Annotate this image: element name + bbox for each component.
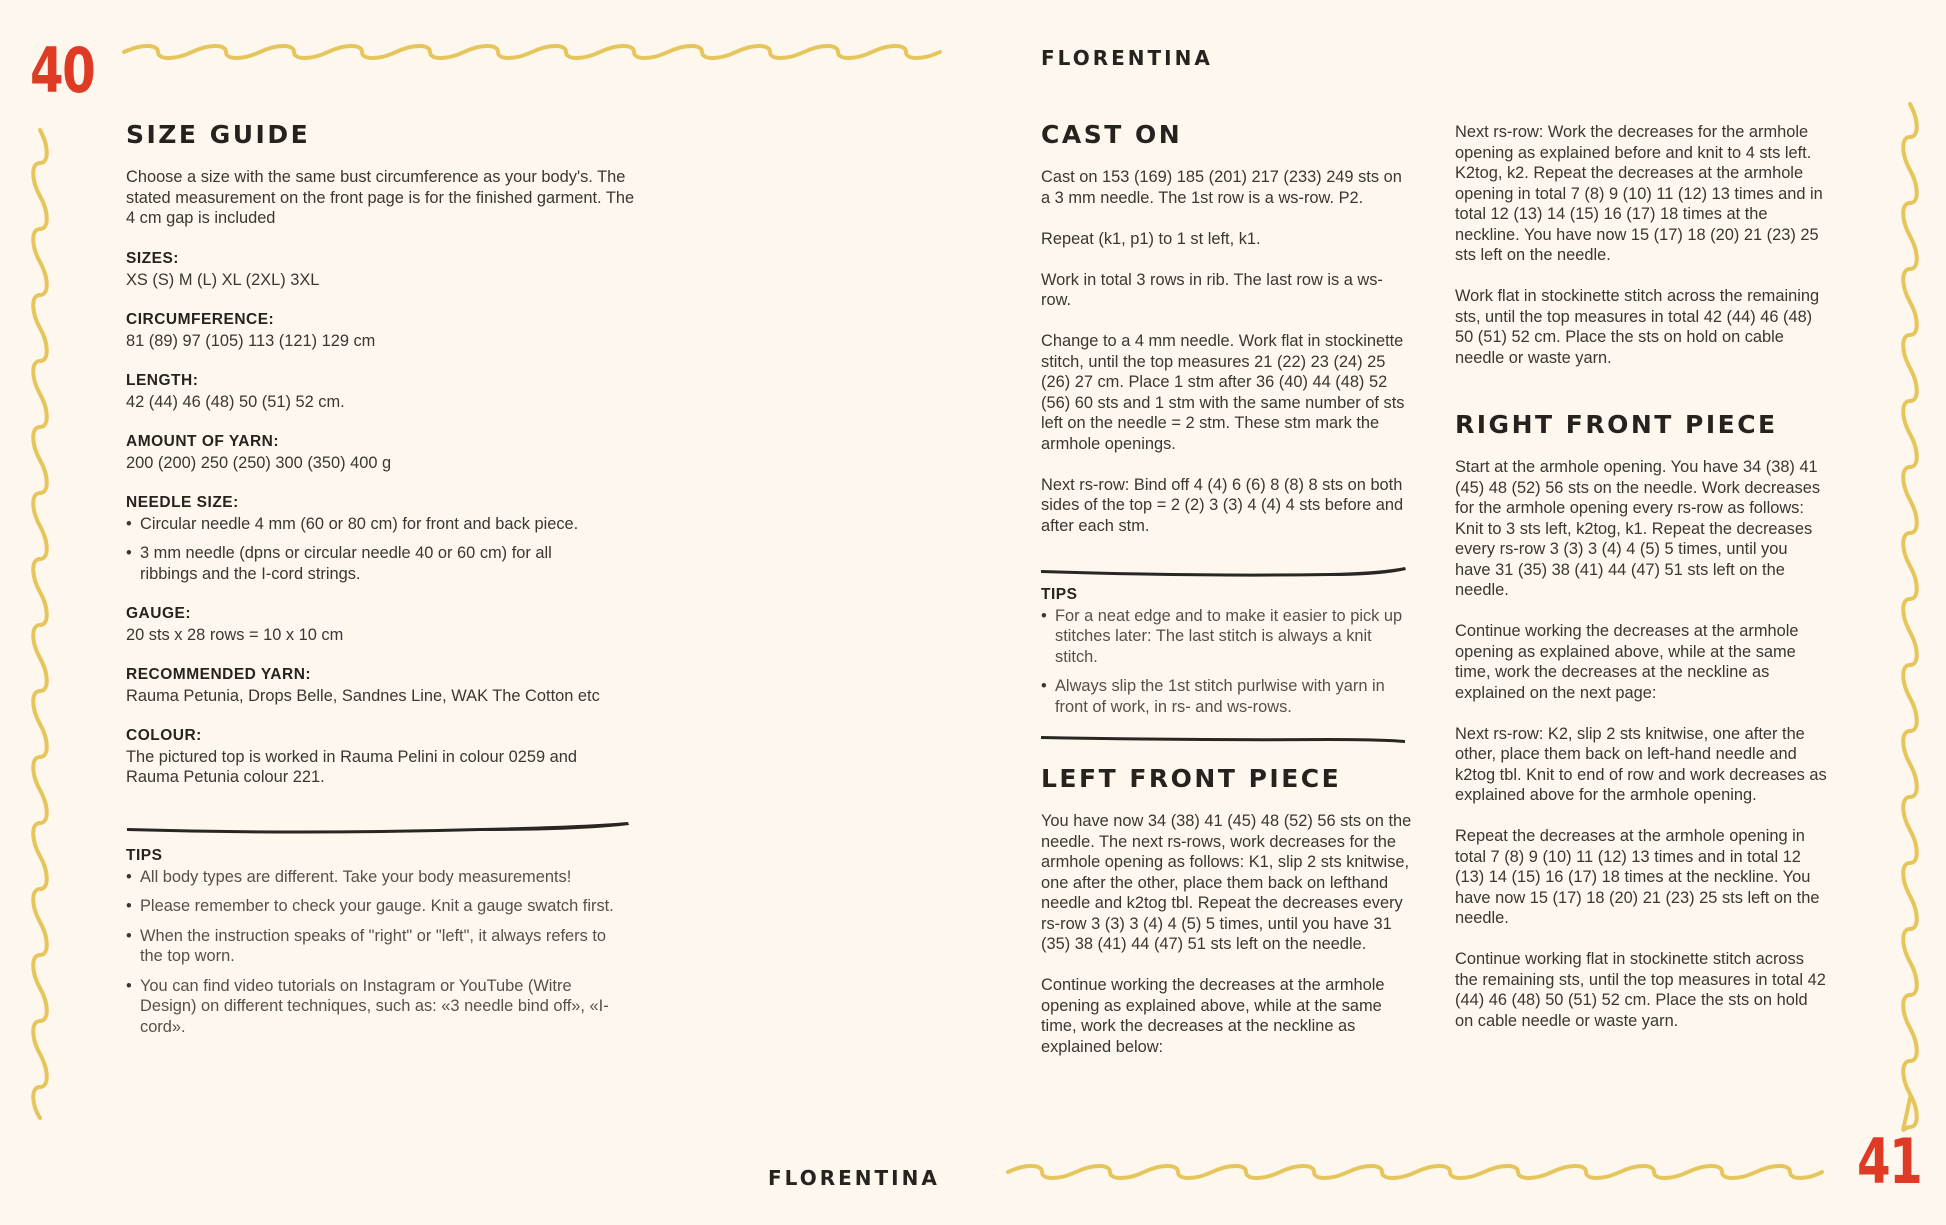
right-front-paragraph: Continue working flat in stockinette stitch across the remaining sts, until the top measures in total 42 (44) 46 (48) 50 (51) 52 cm. Place the sts on hold on cable needle or waste yarn. — [1455, 950, 1826, 1030]
size-guide-column — [126, 120, 646, 808]
sizes-label: SIZES: — [126, 250, 179, 267]
tip-item: • Always slip the 1st stitch purlwise with yarn in front of work, in rs- and ws-rows. — [1041, 676, 1409, 717]
continuation-paragraph: Next rs-row: Work the decreases for the armhole opening as explained before and knit to 4 sts left. K2tog, k2. Repeat the decreases at the armhole opening in total 7 (8) 9 (10) 11 (12) 13 times and in total 12 (13) 14 (15) 16 (17) 18 times at the neckline. You have now 15 (17) 18 (20) 21 (23) 25 sts left on the needle. — [1455, 123, 1823, 264]
needle-size-item: • 3 mm needle (dpns or circular needle 40 or 60 cm) for all ribbings and the I-cord strings. — [126, 543, 646, 584]
divider-tips-left-front — [1041, 736, 1405, 743]
divider-left-tips — [127, 822, 629, 834]
left-front-piece-column — [1041, 764, 1413, 1078]
sizes-block — [126, 249, 646, 290]
circumference-value: 81 (89) 97 (105) 113 (121) 129 cm — [126, 331, 376, 350]
sizes-value: XS (S) M (L) XL (2XL) 3XL — [126, 270, 320, 289]
continuation-paragraph: Work flat in stockinette stitch across the remaining sts, until the top measures in total 42 (44) 46 (48) 50 (51) 52 cm. Place the sts on hold on cable needle or waste yarn. — [1455, 287, 1820, 367]
tip-item: • When the instruction speaks of "right" or "left", it always refers to the top worn. — [126, 926, 626, 967]
colour-block — [126, 726, 646, 788]
recommended-yarn-value: Rauma Petunia, Drops Belle, Sandnes Line, WAK The Cotton etc — [126, 686, 600, 705]
running-title-bottom: FLORENTINA — [768, 1166, 940, 1190]
colour-value: The pictured top is worked in Rauma Pelini in colour 0259 and Rauma Petunia colour 221. — [126, 747, 577, 786]
left-tips-section — [126, 846, 626, 1046]
page-number-right: 41 — [1857, 1125, 1922, 1198]
recommended-yarn-label: RECOMMENDED YARN: — [126, 666, 312, 683]
amount-of-yarn-label: AMOUNT OF YARN: — [126, 433, 280, 450]
circumference-block — [126, 310, 646, 351]
recommended-yarn-block — [126, 665, 646, 706]
cast-on-column — [1041, 120, 1411, 557]
right-tips-label: TIPS — [1041, 586, 1078, 603]
right-tips-section — [1041, 585, 1409, 726]
length-value: 42 (44) 46 (48) 50 (51) 52 cm. — [126, 392, 345, 411]
right-front-piece-heading: RIGHT FRONT PIECE — [1455, 410, 1778, 439]
left-front-piece-heading: LEFT FRONT PIECE — [1041, 764, 1342, 793]
amount-of-yarn-value: 200 (200) 250 (250) 300 (350) 400 g — [126, 453, 392, 472]
cast-on-paragraph: Next rs-row: Bind off 4 (4) 6 (6) 8 (8) 8 sts on both sides of the top = 2 (2) 3 (3) 4 (4) 4 sts before and after each stm. — [1041, 475, 1404, 535]
size-guide-intro: Choose a size with the same bust circumference as your body's. The stated measurement on the front page is for the finished garment. The 4 cm gap is included — [126, 168, 635, 227]
colour-label: COLOUR: — [126, 727, 202, 744]
right-front-piece-column — [1455, 410, 1827, 1052]
size-guide-heading: SIZE GUIDE — [126, 120, 311, 149]
column-three-continuation — [1455, 122, 1827, 389]
needle-size-item: • Circular needle 4 mm (60 or 80 cm) for front and back piece. — [126, 514, 646, 535]
tip-item: • Please remember to check your gauge. Knit a gauge swatch first. — [126, 896, 626, 917]
right-front-paragraph: Repeat the decreases at the armhole opening in total 7 (8) 9 (10) 11 (12) 13 times and in total 12 (13) 14 (15) 16 (17) 18 times at the neckline. You have now 15 (17) 18 (20) 21 (23) 25 sts left on the needle. — [1455, 827, 1820, 927]
gauge-label: GAUGE: — [126, 605, 191, 622]
left-tips-label: TIPS — [126, 847, 163, 864]
amount-of-yarn-block — [126, 432, 646, 473]
page-number-left: 40 — [30, 34, 95, 107]
needle-size-block — [126, 493, 646, 584]
right-front-paragraph: Next rs-row: K2, slip 2 sts knitwise, one after the other, place them back on left-hand needle and k2tog tbl. Knit to end of row and work decreases as explained above for the armhole opening. — [1455, 724, 1827, 804]
running-title-top: FLORENTINA — [1041, 46, 1213, 70]
cast-on-paragraph: Repeat (k1, p1) to 1 st left, k1. — [1041, 229, 1261, 248]
cast-on-paragraph: Work in total 3 rows in rib. The last row is a ws-row. — [1041, 270, 1383, 309]
gauge-block — [126, 604, 646, 645]
cast-on-paragraph: Change to a 4 mm needle. Work flat in stockinette stitch, until the top measures 21 (22) 23 (24) 25 (26) 27 cm. Place 1 stm after 36 (40) 44 (48) 52 (56) 60 sts and 1 stm with the same number of sts left on the needle = 2 stm. These stm mark the armhole openings. — [1041, 332, 1405, 453]
left-front-paragraph: You have now 34 (38) 41 (45) 48 (52) 56 sts on the needle. The next rs-rows, work decreases for the armhole opening as follows: K1, slip 2 sts knitwise, one after the other, place them back on lefthand needle and k2tog tbl. Repeat the decreases every rs-row 3 (3) 3 (4) 4 (5) 5 times, until you have 31 (35) 38 (41) 44 (47) 51 sts left on the needle. — [1041, 812, 1412, 953]
tip-item: • For a neat edge and to make it easier to pick up stitches later: The last stitch is always a knit stitch. — [1041, 606, 1409, 668]
tip-item: • You can find video tutorials on Instagram or YouTube (Witre Design) on different techniques, such as: «3 needle bind off», «I-cord». — [126, 976, 626, 1038]
length-label: LENGTH: — [126, 372, 199, 389]
right-front-paragraph: Start at the armhole opening. You have 34 (38) 41 (45) 48 (52) 56 sts on the needle. Work decreases for the armhole opening every rs-row as follows: Knit to 3 sts left, k2tog, k1. Repeat the decreases every rs-row 3 (3) 3 (4) 4 (5) 5 times, until you have 31 (35) 38 (41) 44 (47) 51 sts left on the needle. — [1455, 458, 1821, 599]
circumference-label: CIRCUMFERENCE: — [126, 311, 275, 328]
cast-on-paragraph: Cast on 153 (169) 185 (201) 217 (233) 249 sts on a 3 mm needle. The 1st row is a ws-row. P2. — [1041, 168, 1402, 207]
divider-cast-on-tips — [1041, 567, 1406, 577]
right-front-paragraph: Continue working the decreases at the armhole opening as explained above, while at the same time, work the decreases at the neckline as explained on the next page: — [1455, 622, 1799, 702]
tip-item: • All body types are different. Take your body measurements! — [126, 867, 626, 888]
length-block — [126, 371, 646, 412]
left-front-paragraph: Continue working the decreases at the armhole opening as explained above, while at the same time, work the decreases at the neckline as explained below: — [1041, 976, 1385, 1056]
cast-on-heading: CAST ON — [1041, 120, 1183, 149]
needle-size-label: NEEDLE SIZE: — [126, 494, 239, 511]
gauge-value: 20 sts x 28 rows = 10 x 10 cm — [126, 625, 344, 644]
